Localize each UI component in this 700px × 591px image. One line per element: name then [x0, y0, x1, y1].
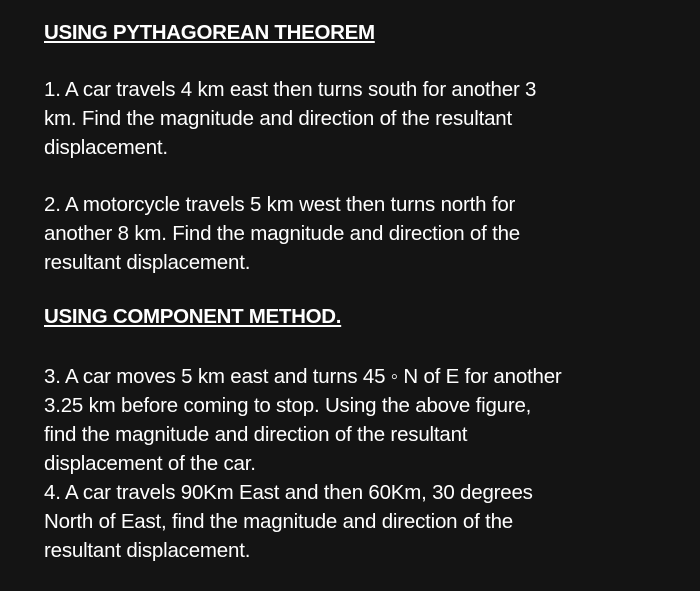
- problem-3-line: find the magnitude and direction of the resultant: [44, 423, 468, 446]
- problem-1: [44, 75, 684, 162]
- section-heading-component: USING COMPONENT METHOD.: [44, 305, 342, 328]
- problem-3-line: 3. A car moves 5 km east and turns 45 ◦ N of E for another: [44, 365, 562, 388]
- problem-4-line: North of East, find the magnitude and direction of the: [44, 510, 513, 533]
- problem-4-line: 4. A car travels 90Km East and then 60Km, 30 degrees: [44, 481, 533, 504]
- problem-1-line: 1. A car travels 4 km east then turns south for another 3: [44, 78, 537, 101]
- problem-2: [44, 190, 684, 277]
- problem-4-line: resultant displacement.: [44, 539, 251, 562]
- problem-1-line: displacement.: [44, 136, 168, 159]
- problem-2-line: another 8 km. Find the magnitude and direction of the: [44, 222, 521, 245]
- problem-2-line: 2. A motorcycle travels 5 km west then turns north for: [44, 193, 516, 216]
- problem-3: [44, 362, 684, 478]
- problem-2-line: resultant displacement.: [44, 251, 251, 274]
- problem-1-line: km. Find the magnitude and direction of the resultant: [44, 107, 513, 130]
- problem-3-line: displacement of the car.: [44, 452, 256, 475]
- problem-4: [44, 478, 684, 565]
- section-heading-pythagorean: USING PYTHAGOREAN THEOREM: [44, 21, 375, 44]
- problem-3-line: 3.25 km before coming to stop. Using the above figure,: [44, 394, 532, 417]
